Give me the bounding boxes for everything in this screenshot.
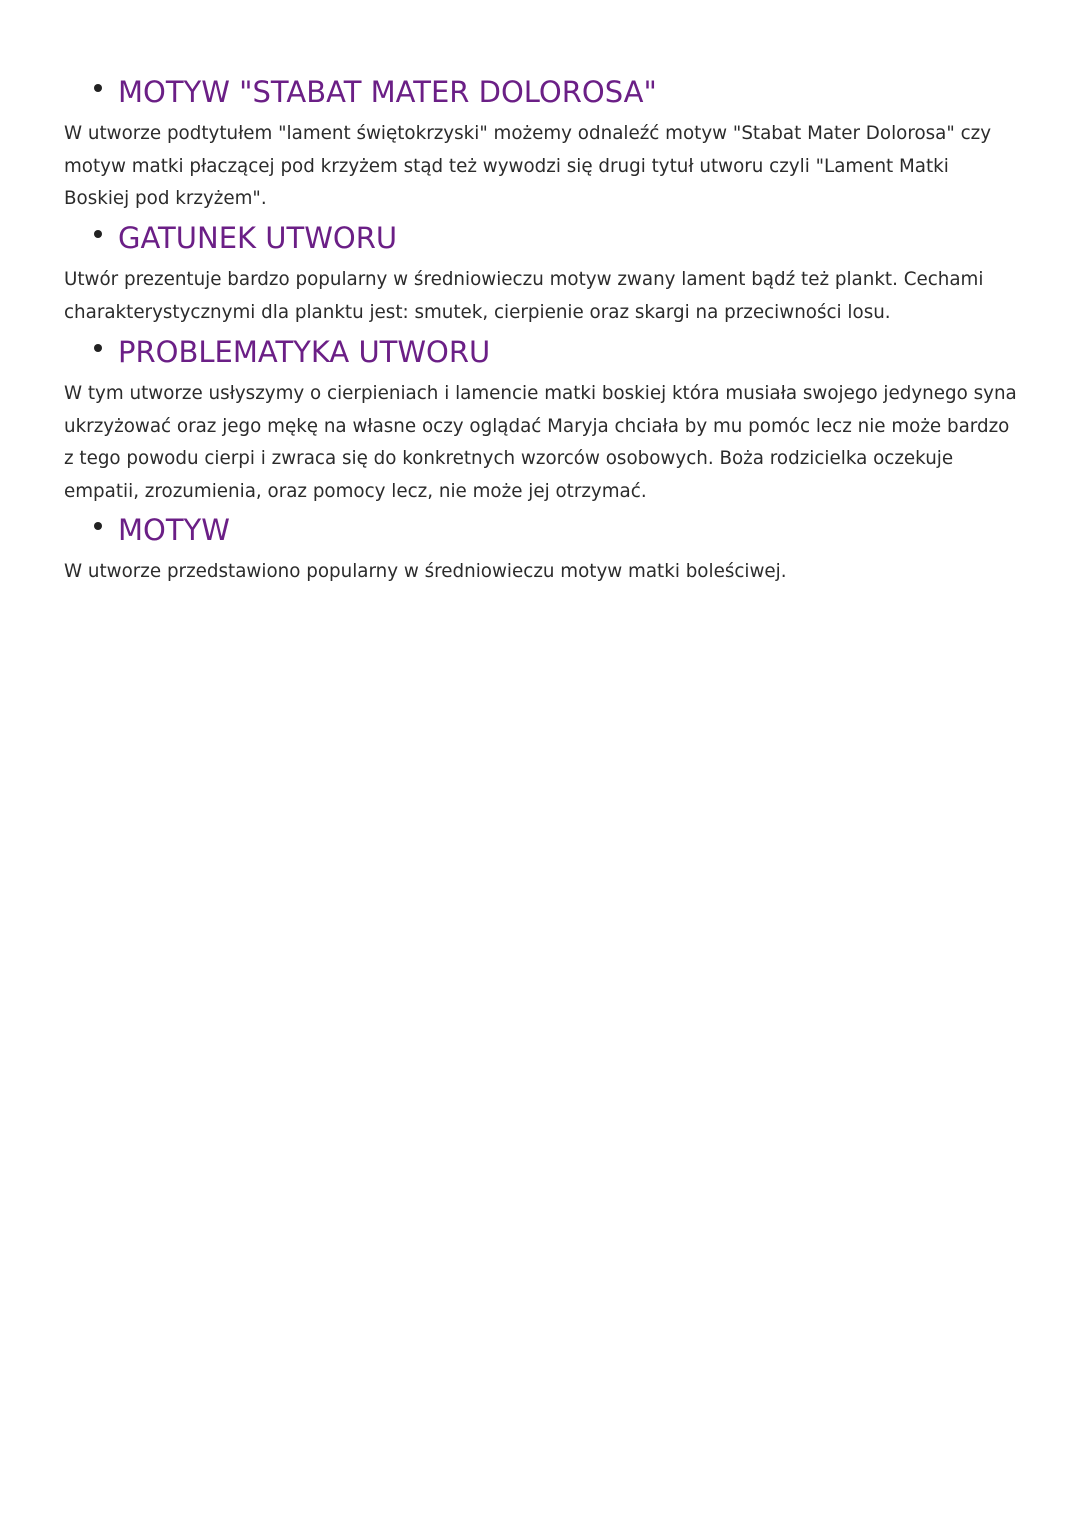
bullet-icon [94,84,102,92]
bullet-icon [94,344,102,352]
section-heading-row [64,334,1024,378]
section-problematyka-utworu [64,334,1024,508]
section-heading: PROBLEMATYKA UTWORU [118,335,491,369]
section-paragraph: W utworze podtytułem "lament świętokrzyski" możemy odnaleźć motyw "Stabat Mater Dolorosa" czy motyw matki płaczącej pod krzyżem stąd też wywodzi się drugi tytuł utworu czyli "Lament Matki Boskiej pod krzyżem". [64,123,992,209]
section-motyw [64,512,1024,589]
section-heading-row [64,512,1024,556]
section-stabat-mater [64,74,1024,216]
section-paragraph: W utworze przedstawiono popularny w średniowieczu motyw matki boleściwej. [64,561,787,582]
section-heading-row [64,74,1024,118]
section-heading: GATUNEK UTWORU [118,221,398,255]
section-heading-row [64,220,1024,264]
section-heading: MOTYW [118,513,230,547]
bullet-icon [94,522,102,530]
section-gatunek-utworu [64,220,1024,329]
section-paragraph: W tym utworze usłyszymy o cierpieniach i lamencie matki boskiej która musiała swojego jedynego syna ukrzyżować oraz jego mękę na własne oczy oglądać Maryja chciała by mu pomóc lecz nie może bardzo z tego powodu cierpi i zwraca się do konkretnych wzorców osobowych. Boża rodzicielka oczekuje empatii, zrozumienia, oraz pomocy lecz, nie może jej otrzymać. [64,383,1017,502]
section-paragraph: Utwór prezentuje bardzo popularny w średniowieczu motyw zwany lament bądź też plankt. Cechami charakterystycznymi dla planktu jest: smutek, cierpienie oraz skargi na przeciwności losu. [64,269,984,323]
section-heading: MOTYW "STABAT MATER DOLOROSA" [118,75,657,109]
bullet-icon [94,230,102,238]
